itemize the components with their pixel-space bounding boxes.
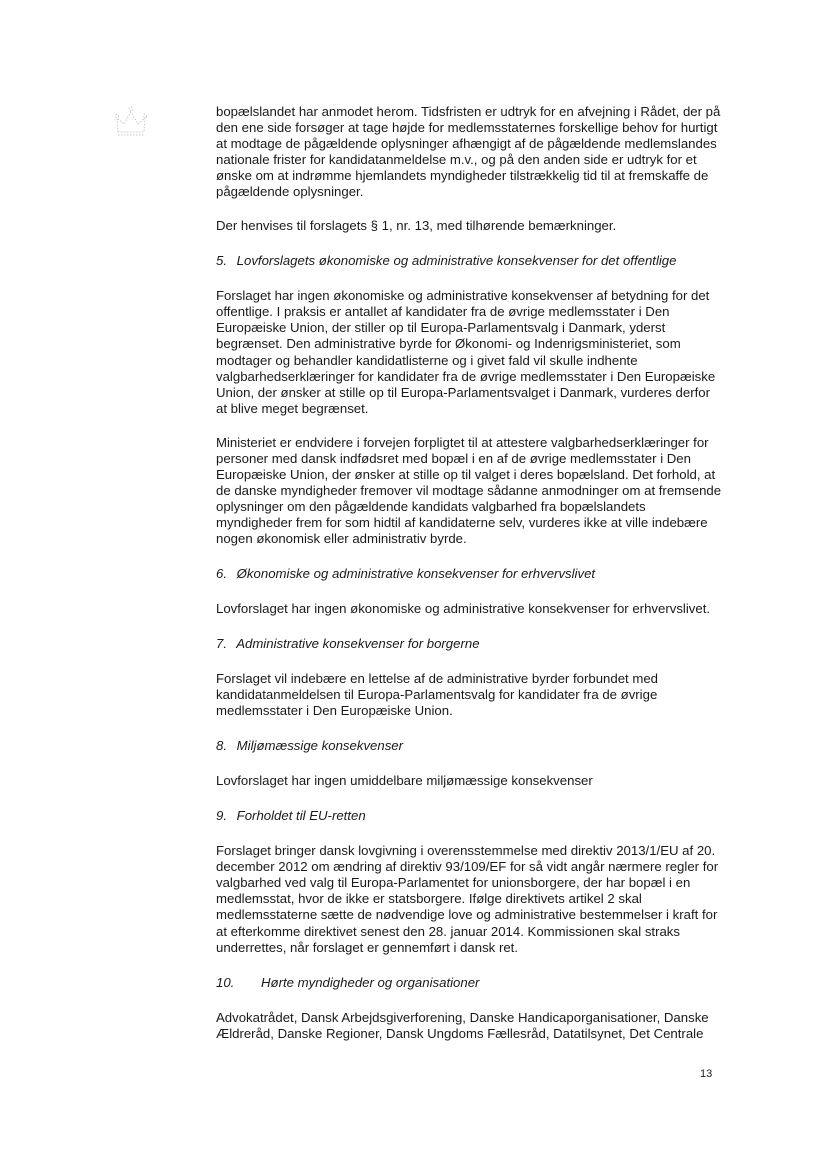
document-body bbox=[216, 104, 724, 1060]
section-heading bbox=[216, 566, 724, 582]
section-number: 10. bbox=[216, 974, 235, 990]
intro-paragraph: bopælslandet har anmodet herom. Tidsfristen er udtryk for en afvejning i Rådet, der på den ene side forsøger at tage højde for medlemsstaternes forskellige behov for hurtigt at modtage de pågældende oplysninger afhængigt af de pågældende medlemslandes nationale frister for kandidatanmeldelse m.v., og på den anden side er udtryk for et ønske om at indrømme hjemlandets myndigheder tilstrækkelig tid til at fremskaffe de pågældende oplysninger. bbox=[216, 104, 721, 200]
section-paragraph: Lovforslaget har ingen umiddelbare miljømæssige konsekvenser bbox=[216, 773, 593, 789]
section-title: Lovforslagets økonomiske og administrative konsekvenser for det offentlige bbox=[236, 253, 677, 269]
section-heading bbox=[216, 253, 724, 269]
section-paragraph: Forslaget bringer dansk lovgivning i overensstemmelse med direktiv 2013/1/EU af 20. december 2012 om ændring af direktiv 93/109/EF for så vidt angår nærmere regler for valgbarhed ved valg til Europa-Parlamentet for unionsborgere, der har bopæl i en medlemsstat, hvor de ikke er statsborgere. Ifølge direktivets artikel 2 skal medlemsstaterne sætte de nødvendige love og administrative bestemmelser i kraft for at efterkomme direktivet senest den 28. januar 2014. Kommissionen skal straks underrettes, når forslaget er gennemført i dansk ret. bbox=[216, 843, 719, 955]
intro-reference-paragraph: Der henvises til forslagets § 1, nr. 13, med tilhørende bemærkninger. bbox=[216, 218, 617, 234]
section-paragraph: Lovforslaget har ingen økonomiske og administrative konsekvenser for erhvervslivet. bbox=[216, 601, 711, 617]
section-9 bbox=[216, 808, 724, 955]
section-number: 6. bbox=[216, 566, 227, 582]
section-7 bbox=[216, 636, 724, 719]
section-8 bbox=[216, 738, 724, 789]
section-paragraph: Forslaget har ingen økonomiske og administrative konsekvenser af betydning for det offentlige. I praksis er antallet af kandidater fra de øvrige medlemsstater i Den Europæiske Union, der stiller op til Europa-Parlamentsvalg i Danmark, yderst begrænset. Den administrative byrde for Økonomi- og Indenrigsministeriet, som modtager og behandler kandidatlisterne og i givet fald vil skulle indhente valgbarhedserklæringer for kandidater fra de øvrige medlemsstater i Den Europæiske Union, der ønsker at stille op til Europa-Parlamentsvalget i Danmark, vurderes derfor at blive meget begrænset. bbox=[216, 288, 716, 416]
section-paragraph: Ministeriet er endvidere i forvejen forpligtet til at attestere valgbarhedserklæringer for personer med dansk indfødsret med bopæl i en af de øvrige medlemsstater i Den Europæiske Union, der ønsker at stille op til valget i deres bopælsland. Det forhold, at de danske myndigheder fremover vil modtage sådanne anmodninger om at fremsende oplysninger om den pågældende kandidats valgbarhed fra bopælslandets myndigheder frem for som hidtil af kandidaterne selv, vurderes ikke at ville indebære nogen økonomisk eller administrativ byrde. bbox=[216, 434, 722, 546]
section-heading bbox=[216, 975, 724, 991]
page-number: 13 bbox=[700, 1068, 713, 1080]
section-title: Forholdet til EU-retten bbox=[236, 808, 366, 824]
section-number: 8. bbox=[216, 738, 227, 754]
section-number: 7. bbox=[216, 636, 227, 652]
section-title: Økonomiske og administrative konsekvenser for erhvervslivet bbox=[236, 566, 596, 582]
section-10 bbox=[216, 975, 724, 1042]
section-title: Administrative konsekvenser for borgerne bbox=[236, 636, 480, 652]
section-heading bbox=[216, 738, 724, 754]
section-heading bbox=[216, 636, 724, 652]
section-6 bbox=[216, 566, 724, 617]
section-title: Miljømæssige konsekvenser bbox=[236, 738, 404, 754]
section-number: 9. bbox=[216, 808, 227, 824]
section-5 bbox=[216, 253, 724, 547]
section-title: Hørte myndigheder og organisationer bbox=[261, 974, 480, 990]
section-number: 5. bbox=[216, 253, 227, 269]
section-paragraph: Forslaget vil indebære en lettelse af de administrative byrder forbundet med kandidatanmeldelsen til Europa-Parlamentsvalg for kandidater fra de øvrige medlemsstater i Den Europæiske Union. bbox=[216, 671, 659, 719]
crown-logo-icon bbox=[112, 104, 150, 138]
section-paragraph: Advokatrådet, Dansk Arbejdsgiverforening, Danske Handicaporganisationer, Danske Ældreråd, Danske Regioner, Dansk Ungdoms Fællesråd, Datatilsynet, Det Centrale bbox=[216, 1009, 709, 1041]
section-heading bbox=[216, 808, 724, 824]
